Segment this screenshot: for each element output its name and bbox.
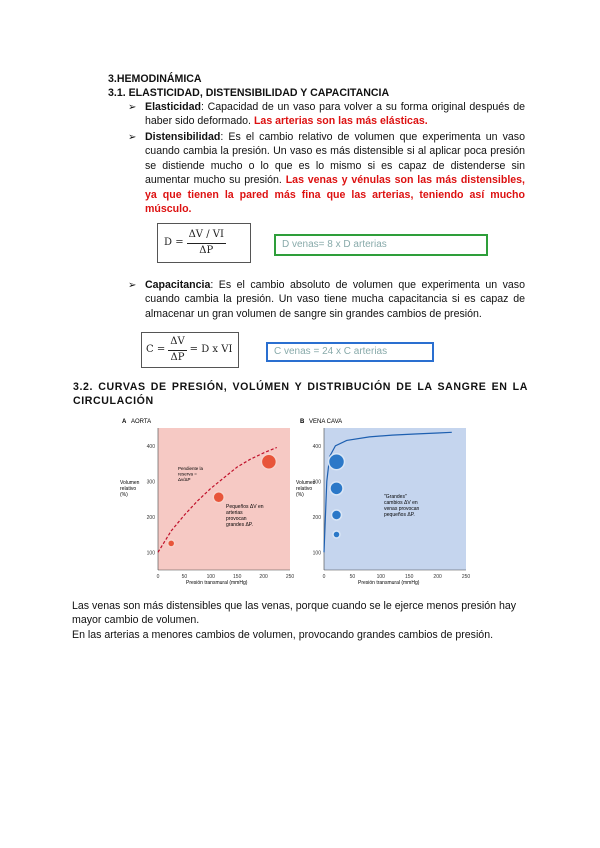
x-tick-label: 0 — [322, 574, 326, 580]
capacitancia-text: : Es el cambio absoluto de volumen que experimenta un vaso cuando cambia la presión. Un vaso tiene mucha capacitancia si es capaz de almacenar un gran volumen de sangre sin grandes cambios de presión. — [145, 279, 525, 320]
x-tick-label: 200 — [433, 574, 442, 580]
x-tick-label: 0 — [156, 574, 160, 580]
formula-c-fraction — [168, 335, 186, 365]
annotation-line: Volumen — [296, 480, 316, 486]
formula-c-num: ΔV — [168, 335, 186, 350]
chart-b-ylabel — [296, 480, 316, 498]
distensibilidad-paragraph — [145, 130, 525, 216]
distensibilidad-text: : Es el cambio relativo de volumen que experimenta un vaso cuando cambia la presión. Un vaso es más distensible si al aplicar poca presión se distiende mucho o lo que es lo mismo si es capaz de distenderse sin aumentar mucho su presión. — [145, 131, 525, 187]
formula-c-rhs: = D x VI — [189, 343, 233, 355]
y-tick-label: 200 — [312, 514, 321, 521]
aorta-chart — [118, 412, 293, 587]
annotation-line: relativo — [296, 486, 313, 492]
bullet-elasticidad: ➢ — [128, 102, 137, 113]
box-distensibilidad-venas — [274, 234, 488, 256]
x-tick-label: 200 — [259, 574, 268, 580]
elasticidad-text: : Capacidad de un vaso para volver a su forma original después de haber sido deformado. — [145, 101, 525, 128]
section-title: 3.HEMODINÁMICA — [108, 73, 202, 85]
formula-d-num: ΔV / VI — [187, 228, 226, 243]
y-tick-label: 400 — [312, 443, 321, 450]
formula-capacitancia — [141, 332, 239, 368]
annotation-line: provocan — [226, 516, 247, 522]
box-capacitancia-venas — [266, 342, 434, 362]
formula-d-fraction — [187, 228, 226, 258]
y-tick-label: 200 — [146, 514, 155, 521]
y-tick-label: 300 — [146, 479, 155, 486]
x-tick-label: 100 — [206, 574, 215, 580]
x-tick-label: 250 — [461, 574, 471, 580]
annotation-line: "Grandes" — [384, 494, 407, 500]
data-point — [331, 510, 341, 520]
data-point — [261, 454, 276, 469]
chart-b-panel: B — [300, 419, 305, 425]
distensibilidad-highlight: Las venas y vénulas son las más distensibles, ya que tienen la pared más fina que las arterias, teniendo así mucho músculo. — [145, 174, 525, 216]
annotation-line: arterias — [226, 510, 243, 516]
data-point — [168, 540, 175, 547]
capacitancia-paragraph — [145, 278, 525, 321]
x-tick-label: 50 — [349, 574, 356, 580]
chart-a-ylabel — [120, 480, 140, 498]
elasticidad-paragraph — [145, 100, 525, 129]
bullet-capacitancia: ➢ — [128, 280, 137, 291]
annotation-line: grandes ΔP. — [226, 522, 253, 528]
annotation-line: (%) — [120, 492, 128, 498]
annotation-line: Pequeños ΔV en — [226, 504, 264, 510]
chart-b-title: VENA CAVA — [309, 419, 343, 425]
chart-b-xlabel: Presión transmural (mmHg) — [358, 580, 420, 586]
formula-distensibilidad — [157, 223, 251, 263]
y-tick-label: 400 — [146, 443, 155, 450]
x-tick-label: 150 — [405, 574, 414, 580]
annotation-line: cambios ΔV en — [384, 500, 418, 506]
y-tick-label: 300 — [312, 479, 321, 486]
subsection-title-1: 3.1. ELASTICIDAD, DISTENSIBILIDAD Y CAPACITANCIA — [108, 87, 390, 99]
annotation-line: Δv/ΔP — [178, 477, 191, 482]
y-tick-label: 100 — [146, 550, 155, 557]
data-point — [328, 454, 344, 470]
x-tick-label: 100 — [376, 574, 385, 580]
data-point — [333, 531, 340, 538]
data-point — [330, 482, 343, 495]
vena-cava-chart — [296, 412, 471, 587]
x-tick-label: 250 — [285, 574, 295, 580]
bullet-distensibilidad: ➢ — [128, 132, 137, 143]
annotation-line: venas provocan — [384, 506, 420, 512]
formula-c-den: ΔP — [170, 351, 185, 363]
distensibilidad-term: Distensibilidad — [145, 131, 221, 143]
chart-a-panel: A — [122, 419, 127, 425]
annotation-line: relativo — [120, 486, 137, 492]
y-tick-label: 100 — [312, 550, 321, 557]
formula-d-den: ΔP — [199, 244, 214, 256]
x-tick-label: 150 — [233, 574, 242, 580]
box-c-text: C venas = 24 x C arterias — [274, 345, 388, 357]
formula-c-lhs: C = — [146, 343, 166, 355]
x-tick-label: 50 — [181, 574, 188, 580]
annotation-line: Pendiente la — [178, 466, 204, 471]
annotation-line: pequeños ΔP. — [384, 512, 415, 518]
annotation-line: reserva = — [178, 471, 197, 477]
formula-d-lhs: D = — [164, 236, 184, 248]
box-d-text: D venas= 8 x D arterias — [282, 238, 387, 250]
conclusion-line-2: En las arterias a menores cambios de volumen, provocando grandes cambios de presión. — [72, 629, 494, 641]
subsection-title-2: 3.2. CURVAS DE PRESIÓN, VOLÚMEN Y DISTRIBUCIÓN DE LA SANGRE EN LA CIRCULACIÓN — [73, 381, 528, 408]
elasticidad-highlight: Las arterias son las más elásticas. — [253, 115, 428, 128]
chart-a-xlabel: Presión transmural (mmHg) — [186, 580, 248, 586]
annotation-line: (%) — [296, 492, 304, 498]
elasticidad-term: Elasticidad — [145, 101, 201, 113]
chart-a-title: AORTA — [131, 419, 152, 425]
data-point — [213, 492, 224, 503]
capacitancia-term: Capacitancia — [145, 279, 211, 291]
conclusion-line-1: Las venas son más distensibles que las venas, porque cuando se le ejerce menos presión hay mayor cambio de volumen. — [72, 600, 517, 627]
annotation-line: Volumen — [120, 480, 140, 486]
